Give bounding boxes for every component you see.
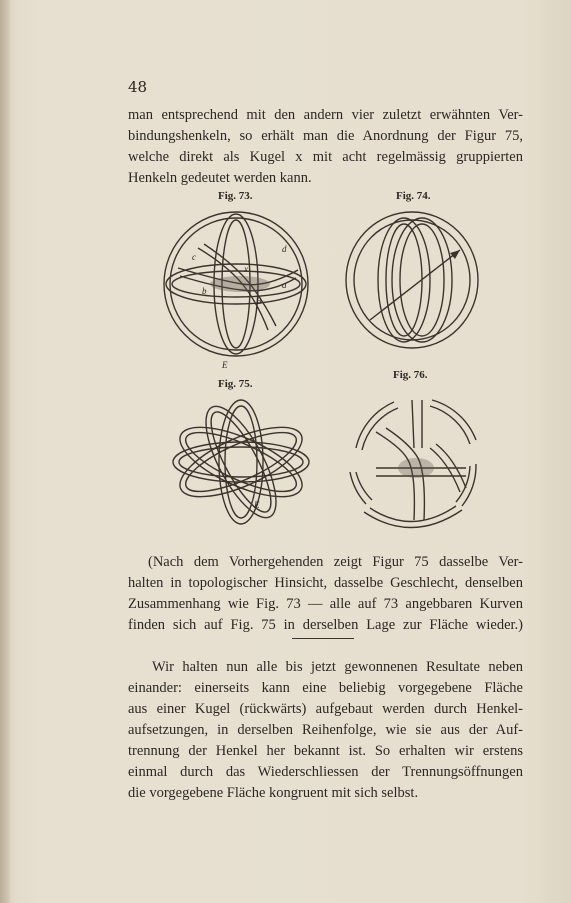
fig-76-illustration	[336, 388, 492, 538]
text-line: welche direkt als Kugel x mit acht regelmässig gruppierten	[128, 149, 523, 165]
section-divider	[292, 638, 354, 639]
fig-75-illustration	[166, 396, 316, 530]
text-line: einander: einerseits kann eine beliebig vorgegebene Fläche	[128, 680, 523, 696]
fig-76-caption: Fig. 76.	[393, 369, 428, 381]
text-line: Zusammenhang wie Fig. 73 — alle auf 73 angebbaren Kurven	[128, 596, 523, 612]
fig-73-label: c	[192, 252, 196, 262]
text-line: halten in topologischer Hinsicht, dasselbe Geschlecht, denselben	[128, 575, 523, 591]
fig-74-caption: Fig. 74.	[396, 190, 431, 202]
fig-73-caption: Fig. 73.	[218, 190, 253, 202]
text-line: trennung der Henkel her bekannt ist. So erhalten wir erstens	[128, 743, 523, 759]
paragraph-1	[128, 105, 523, 189]
text-line: Henkeln gedeutet werden kann.	[128, 170, 312, 186]
fig-73-label: x	[244, 264, 248, 274]
paragraph-3	[128, 657, 523, 804]
text-line: bindungshenkeln, so erhält man die Anordnung der Figur 75,	[128, 128, 523, 144]
text-line: finden sich auf Fig. 75 in derselben Lage zur Fläche wieder.)	[128, 617, 523, 633]
page-number: 48	[128, 78, 148, 96]
fig-73-label: a	[282, 280, 287, 290]
paragraph-2	[128, 552, 523, 636]
fig-73-label: b	[202, 286, 207, 296]
fig-74-illustration	[342, 208, 482, 356]
text-line: (Nach dem Vorhergehenden zeigt Figur 75 dasselbe Ver-	[148, 554, 523, 570]
text-line: einmal durch das Wiederschliessen der Trennungsöffnungen	[128, 764, 523, 780]
fig-75-label: E	[254, 500, 260, 510]
text-line: man entsprechend mit den andern vier zuletzt erwähnten Ver-	[128, 107, 523, 123]
text-line: Wir halten nun alle bis jetzt gewonnenen Resultate neben	[152, 659, 523, 675]
fig-75-caption: Fig. 75.	[218, 378, 253, 390]
text-line: die vorgegebene Fläche kongruent mit sich selbst.	[128, 785, 419, 801]
arrow-head-icon	[450, 250, 460, 259]
text-line: aufsetzungen, in derselben Reihenfolge, wie sie aus der Auf-	[128, 722, 523, 738]
page-spine-shadow	[0, 0, 10, 903]
fig-73-label: d	[282, 244, 287, 254]
text-line: aus einer Kugel (rückwärts) aufgebaut werden durch Henkel-	[128, 701, 523, 717]
fig-73-label: B	[256, 296, 262, 306]
fig-73-illustration	[158, 208, 318, 370]
fig-73-label: E	[222, 360, 228, 370]
